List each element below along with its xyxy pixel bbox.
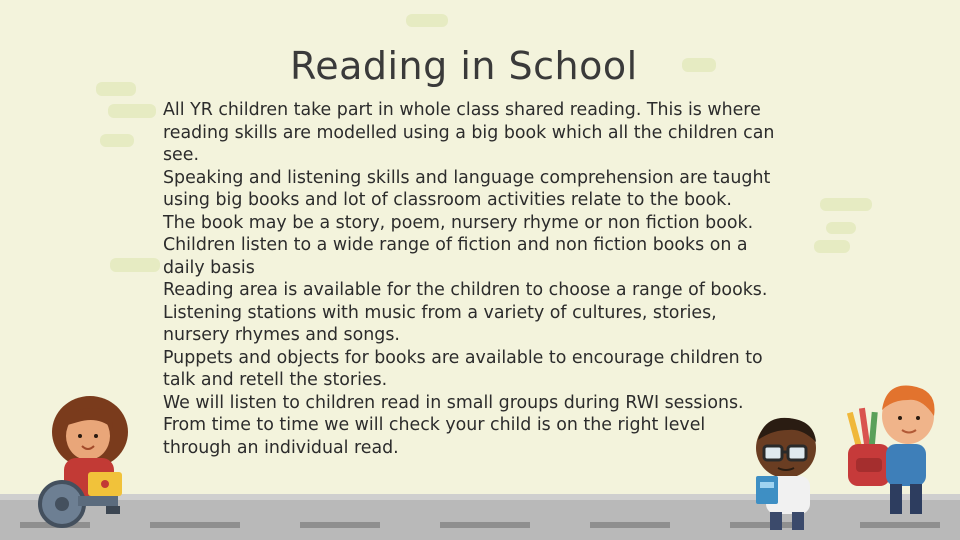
background-blob — [406, 14, 448, 27]
text-line: Speaking and listening skills and language comprehension are taught — [163, 167, 771, 188]
text-line: talk and retell the stories. — [163, 370, 388, 390]
text-line: using big books and lot of classroom activities relate to the book. — [163, 190, 732, 210]
text-line: Listening stations with music from a variety of cultures, stories, — [163, 302, 717, 323]
road-stripe — [150, 522, 240, 528]
text-line: daily basis — [163, 257, 255, 278]
background-blob — [110, 258, 160, 272]
text-line: All YR children take part in whole class shared reading. This is where — [163, 100, 761, 120]
text-line: From time to time we will check your child is on the right level — [163, 415, 706, 435]
background-blob — [826, 222, 856, 234]
text-line: The book may be a story, poem, nursery rhyme or non fiction book. — [163, 212, 754, 233]
text-line: Children listen to a wide range of fiction and non fiction books on a — [163, 235, 748, 255]
text-line: nursery rhymes and songs. — [163, 325, 400, 345]
background-blob — [96, 82, 136, 96]
road-stripe — [300, 522, 380, 528]
background-blob — [682, 58, 716, 72]
body-text — [163, 99, 823, 459]
text-line: see. — [163, 145, 199, 165]
text-line: reading skills are modelled using a big book which all the children can — [163, 122, 775, 143]
text-line: Reading area is available for the children to choose a range of books. — [163, 280, 768, 300]
road-stripe — [590, 522, 670, 528]
road-stripe — [440, 522, 530, 528]
slide-title: Reading in School — [290, 44, 638, 88]
text-line: through an individual read. — [163, 437, 399, 458]
boy-with-backpack-illustration — [842, 382, 942, 522]
girl-in-wheelchair-illustration — [28, 396, 138, 530]
text-line: Puppets and objects for books are available to encourage children to — [163, 347, 763, 368]
background-blob — [820, 198, 872, 211]
background-blob — [100, 134, 134, 147]
boy-with-glasses-illustration — [744, 414, 834, 532]
road-stripe — [860, 522, 940, 528]
background-blob — [108, 104, 156, 118]
text-line: We will listen to children read in small groups during RWI sessions. — [163, 392, 744, 413]
